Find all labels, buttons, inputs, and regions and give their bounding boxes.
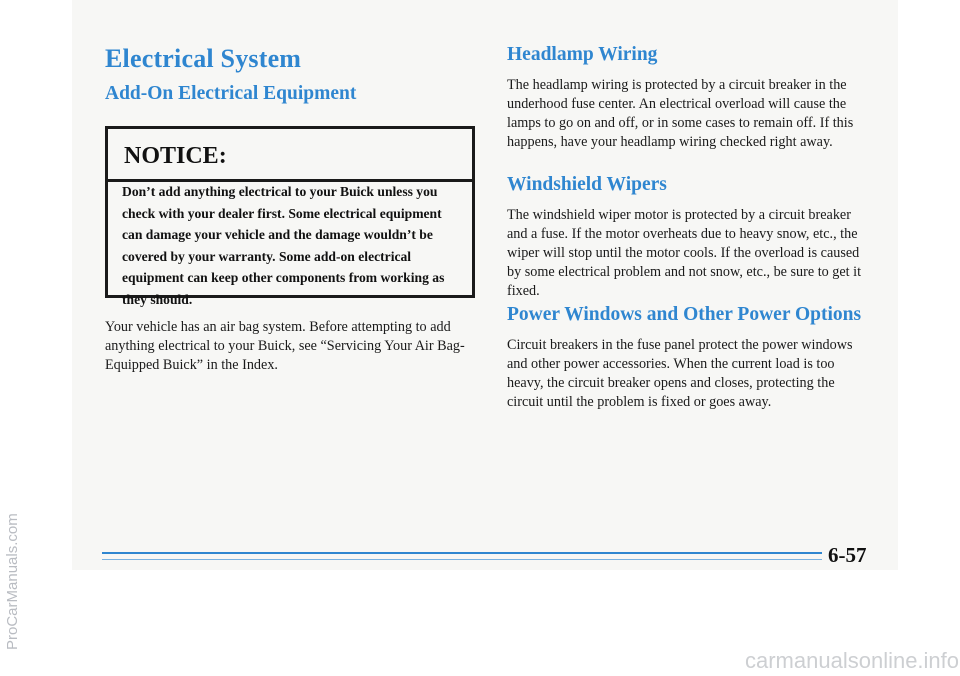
headlamp-wiring-title: Headlamp Wiring bbox=[507, 44, 658, 65]
notice-box bbox=[105, 126, 475, 307]
footer-watermark[interactable]: carmanualsonline.info bbox=[745, 648, 960, 673]
power-options-title: Power Windows and Other Power Options bbox=[507, 304, 862, 325]
windshield-wipers-text: The windshield wiper motor is protected by a circuit breaker and a fuse. If the motor overheats due to heavy snow, etc., the wiper will stop until the motor cools. If the overload is caused by some electrical problem and not snow, etc., be sure to get it fixed. bbox=[507, 207, 862, 299]
windshield-wipers-title: Windshield Wipers bbox=[507, 174, 667, 195]
footer-rule bbox=[102, 552, 822, 554]
headlamp-wiring-text: The headlamp wiring is protected by a circuit breaker in the underhood fuse center. An electrical overload will cause the lamps to go on and off, or in some cases to remain off. If this happens, have your headlamp wiring checked right away. bbox=[507, 77, 854, 150]
side-watermark-text: ProCarManuals.com bbox=[4, 513, 21, 650]
airbag-paragraph: Your vehicle has an air bag system. Before attempting to add anything electrical to your Buick, see “Servicing Your Air Bag-Equipped Buick” in the Index. bbox=[105, 319, 465, 373]
notice-text: Don’t add anything electrical to your Buick unless you check with your dealer first. Some electrical equipment can damage your vehicle and the damage wouldn’t be covered by your warranty. Some add-on electrical equipment can keep other components from working as they should. bbox=[122, 184, 445, 307]
notice-title: NOTICE: bbox=[124, 143, 227, 169]
power-options-text: Circuit breakers in the fuse panel protect the power windows and other power accessories. When the current load is too heavy, the circuit breaker opens and closes, protecting the circuit until the problem is fixed or goes away. bbox=[507, 337, 853, 410]
page-number: 6-57 bbox=[828, 543, 867, 567]
subsection-title-add-on: Add-On Electrical Equipment bbox=[105, 83, 357, 104]
section-title: Electrical System bbox=[105, 44, 302, 73]
footer-rule-thin bbox=[102, 559, 822, 560]
